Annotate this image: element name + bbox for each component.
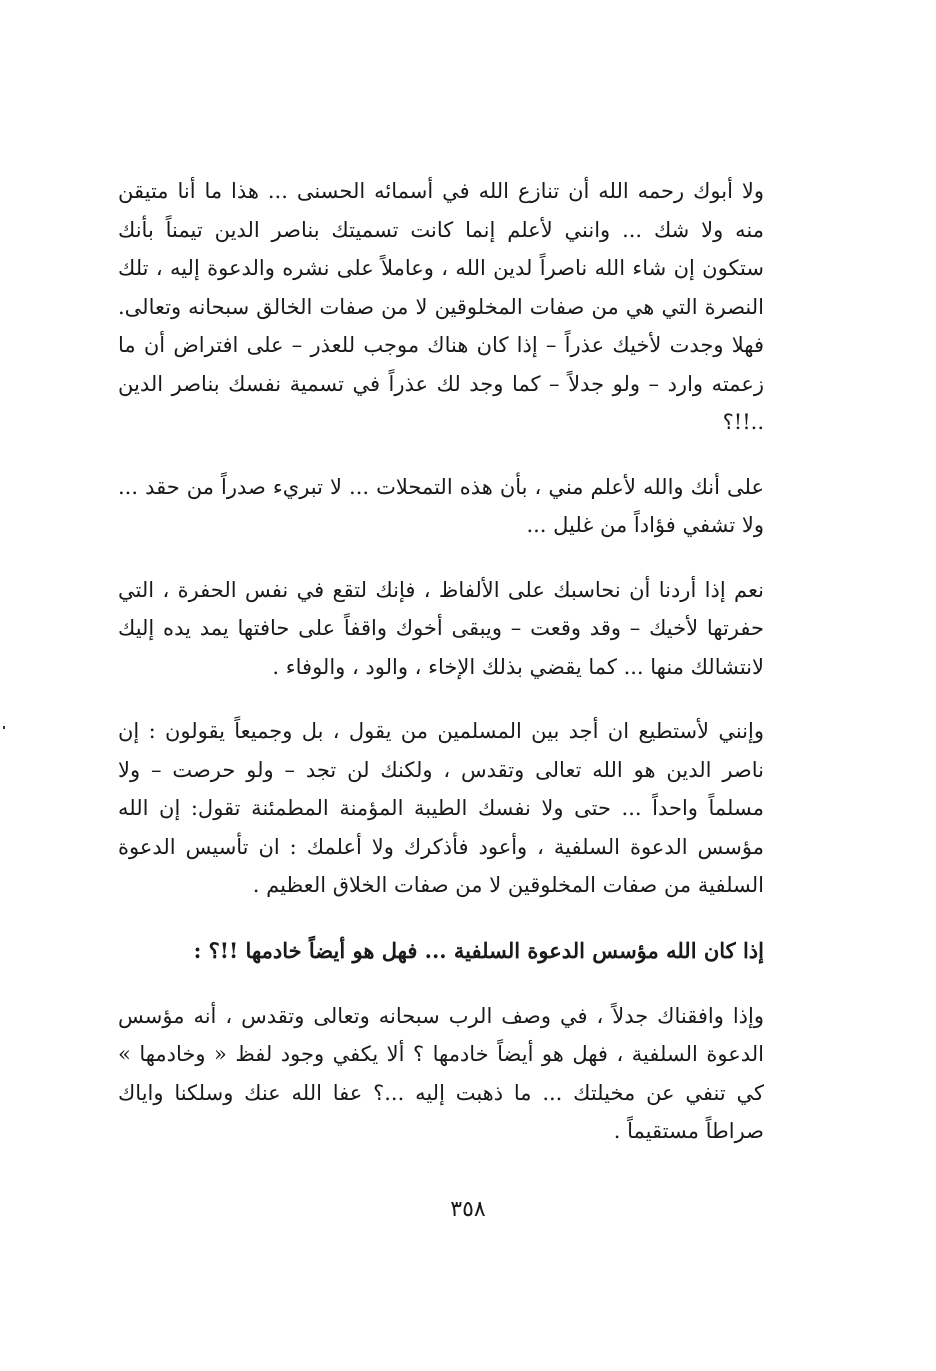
scan-edge-mark	[3, 726, 5, 729]
page-number: ٣٥٨	[450, 1197, 486, 1222]
page-body	[118, 172, 764, 1177]
paragraph-1: ولا أبوك رحمه الله أن تنازع الله في أسمائه الحسنى ... هذا ما أنا متيقن منه ولا شك ... وانني لأعلم إنما كانت تسميتك بناصر الدين تيمناً بأنك ستكون إن شاء الله ناصراً لدين الله ، وعاملاً على نشره والدعوة إليه ، تلك النصرة التي هي من صفات المخلوقين لا من صفات الخالق سبحانه وتعالى. فهلا وجدت لأخيك عذراً – إذا كان هناك موجب للعذر – على افتراض أن ما زعمته وارد – ولو جدلاً – كما وجد لك عذراً في تسمية نفسك بناصر الدين ..!!؟	[118, 179, 764, 434]
paragraph-5: وإذا وافقناك جدلاً ، في وصف الرب سبحانه وتعالى وتقدس ، أنه مؤسس الدعوة السلفية ، فهل هو أيضاً خادمها ؟ ألا يكفي وجود لفظ « وخادمها » كي تنفي عن مخيلتك ... ما ذهبت إليه ...؟ عفا الله عنك وسلكنا واياك صراطاً مستقيماً .	[118, 1003, 764, 1143]
section-heading: إذا كان الله مؤسس الدعوة السلفية ... فهل هو أيضاً خادمها !!؟ :	[193, 937, 764, 963]
paragraph-3: نعم إذا أردنا أن نحاسبك على الألفاظ ، فإنك لتقع في نفس الحفرة ، التي حفرتها لأخيك – وقد وقعت – ويبقى أخوك واقفاً على حافتها يمد يده إليك لانتشالك منها ... كما يقضي بذلك الإخاء ، والود ، والوفاء .	[118, 577, 764, 679]
paragraph-2: على أنك والله لأعلم مني ، بأن هذه التمحلات ... لا تبريء صدراً من حقد ... ولا تشفي فؤاداً من غليل ...	[118, 474, 764, 537]
paragraph-4: وإنني لأستطيع ان أجد بين المسلمين من يقول ، بل وجميعاً يقولون : إن ناصر الدين هو الله تعالى وتقدس ، ولكنك لن تجد – ولو حرصت – ولا مسلماً واحداً ... حتى ولا نفسك الطيبة المؤمنة المطمئنة تقول: إن الله مؤسس الدعوة السلفية ، وأعود فأذكرك ولا أعلمك : ان تأسيس الدعوة السلفية من صفات المخلوقين لا من صفات الخلاق العظيم .	[118, 719, 764, 897]
